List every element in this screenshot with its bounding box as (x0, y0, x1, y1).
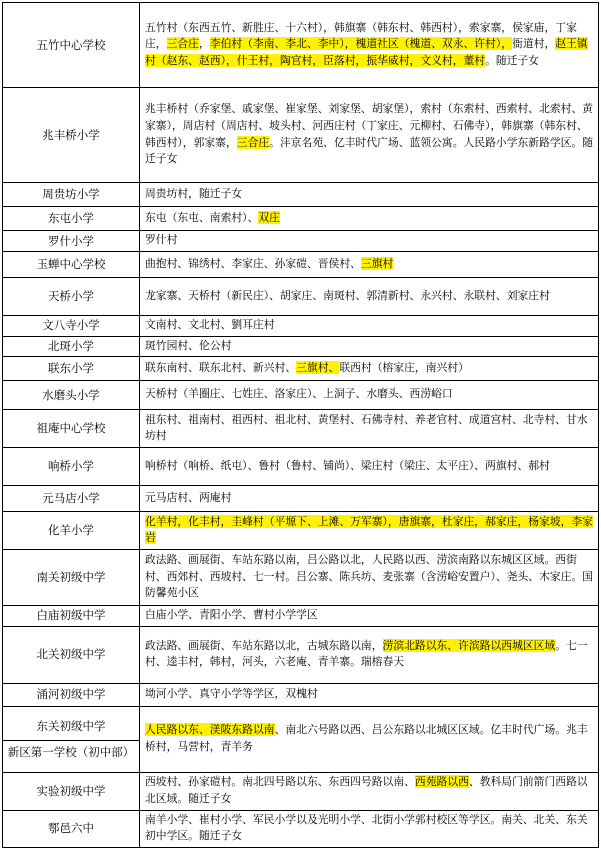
table-row (3, 183, 599, 207)
description-text: 。随迁子女 (485, 53, 540, 67)
description-text: 西坡村、孙家磑村。南北四号路以东、东西四号路以南、 (145, 775, 415, 789)
highlighted-text: 西苑路以西 (414, 775, 469, 789)
school-name: 东关初级中学 (36, 718, 106, 733)
description-text: 响桥村（响桥、纸屯）、鲁村（鲁村、铺尚）、梁庄村（梁庄、太平庄）、两旗村、郝村 (145, 458, 550, 472)
description-text: 天桥村（羊圈庄、七姓庄、洛家庄）、上洞子、水磨头、西涝峪口 (145, 387, 453, 401)
school-name: 实验初级中学 (36, 783, 106, 798)
school-name-cell (3, 336, 140, 357)
table-row (3, 606, 599, 627)
description-text: 南羊小学、崔村小学、军民小学以及光明小学、北街小学郭村校区等学区。南关、北关、东关初中学区。随迁子女 (145, 812, 588, 843)
district-description (140, 278, 599, 316)
table-row (3, 550, 599, 606)
school-name-cell (3, 381, 140, 410)
description-text: 政法路、画展街、车站东路以南，吕公路以北，人民路以西、涝滨南路以东城区区域。西街村、西郊村、西坡村、七一村。吕公寨、陈兵坊、麦张寨（含涝峪安置户）、尧头、木家庄。国防馨苑小区 (145, 553, 594, 600)
highlighted-text: 化羊村，化丰村，圭峰村（平塬下、上滩、万军寨），唐旗寨，杜家庄，郝家庄，杨家坡，李家岩 (145, 514, 594, 545)
school-name: 五竹中心学校 (36, 37, 106, 52)
description-text: 衙道村， (512, 37, 556, 51)
highlighted-text: 三合庄 (236, 135, 270, 149)
highlighted-text: 三旗村、 (296, 360, 340, 374)
table-row (3, 772, 599, 810)
highlighted-text: 赵王镇村（赵东、赵西），什王村，陶官村，臣落村，振华威村，文义村，董村 (145, 37, 588, 67)
district-description (140, 810, 599, 847)
table-row (3, 626, 599, 683)
district-description (140, 381, 599, 410)
description-text: 白庙小学、青阳小学、曹村小学学区 (145, 608, 318, 622)
highlighted-text: 三旗村 (360, 256, 394, 270)
description-text: ， (198, 37, 210, 51)
description-text: 政法路、画展街、车站东路以北，古城东路以南， (145, 638, 383, 652)
description-text: 东屯（东屯、南索村）、 (145, 210, 259, 224)
school-name: 北斑小学 (48, 338, 94, 353)
table-row (3, 3, 599, 88)
table-row (3, 336, 599, 357)
school-name: 文八寺小学 (42, 318, 100, 333)
description-text: 。沣京名苑、亿丰时代广场、蓝领公寓。人民路小学东新路学区。随迁子女 (145, 135, 594, 166)
school-name: 联东小学 (48, 361, 94, 376)
table-row (3, 381, 599, 410)
school-name-cell (3, 606, 140, 627)
school-name-cell (3, 550, 140, 606)
highlighted-text: 涝滨北路以东、许滨路以西城区区域 (382, 638, 556, 652)
school-name: 南关初级中学 (36, 570, 106, 585)
description-text: 兆丰桥村（乔家堡、戚家堡、崔家堡、刘家堡、胡家堡），索村（东索村、西索村、北索村、黄家寨），周店村（周店村、坡头村、河西庄村（丁家庄、元柳村、石佛寺），韩旗寨（韩东村、韩西村），郭家寨， (145, 102, 594, 149)
table-row (3, 88, 599, 183)
district-description (140, 88, 599, 183)
district-description (140, 183, 599, 207)
district-description (140, 252, 599, 278)
school-name: 元马店小学 (42, 491, 100, 506)
school-name: 玉蝉中心学校 (36, 257, 106, 271)
district-description (140, 207, 599, 231)
table-row (3, 316, 599, 337)
school-name-cell (3, 486, 140, 512)
school-name-secondary: 新区第一学校（初中部） (2, 740, 140, 760)
description-text: 祖东村、祖南村、祖西村、祖北村、黄堡村、石佛寺村、养老官村、成道宫村、北寺村、甘水坊村 (145, 412, 588, 443)
description-text: 龙家寨、天桥村（新民庄）、胡家庄、南斑村、郭清新村、永兴村、永联村、刘家庄村 (145, 288, 550, 302)
description-text: 。七一村、逵丰村，韩村，河头，六老庵、青羊寨。瑞榕春天 (145, 638, 588, 669)
description-text: 坳河小学、真守小学等学区，双槐村 (145, 686, 318, 700)
table-row (3, 207, 599, 231)
district-description (140, 706, 599, 772)
table-row (3, 410, 599, 448)
table-row (3, 231, 599, 252)
district-description (140, 336, 599, 357)
school-name-cell (3, 88, 140, 183)
description-text: 罗什村 (145, 233, 178, 247)
district-description (140, 606, 599, 627)
description-text: 、南北六号路以西、吕公东路以北城区区域。亿丰时代广场。兆丰桥村，马营村，青羊务 (145, 723, 588, 753)
school-name-cell (3, 231, 140, 252)
district-description (140, 231, 599, 252)
school-name-cell (3, 772, 140, 810)
school-name-cell (3, 3, 140, 88)
description-text: 联东南村、联东北村、新兴村、 (145, 360, 297, 374)
school-name: 周贵坊小学 (42, 187, 100, 201)
school-name-cell (3, 683, 140, 706)
district-description (140, 486, 599, 512)
school-name: 白庙初级中学 (36, 608, 106, 623)
description-text: 联西村（榕家庄，南兴村） (339, 360, 469, 374)
school-name: 化羊小学 (48, 523, 94, 538)
district-description (140, 3, 599, 88)
school-name-cell (3, 278, 140, 316)
table-row (3, 683, 599, 706)
district-description (140, 357, 599, 381)
school-name: 祖庵中心学校 (36, 421, 106, 436)
school-name-cell (3, 316, 140, 337)
highlighted-text: 人民路以东、渼陂东路以南 (145, 723, 275, 737)
district-description (140, 550, 599, 606)
school-name: 兆丰桥小学 (42, 127, 100, 142)
school-name-cell (3, 626, 140, 683)
table-row (3, 706, 599, 772)
school-name: 涌河初级中学 (36, 687, 106, 702)
table-row (3, 512, 599, 550)
school-name-cell (3, 810, 140, 847)
description-text: 文南村、文北村、劉耳庄村 (145, 318, 275, 331)
school-name-cell (3, 512, 140, 550)
district-description (140, 683, 599, 706)
school-name: 东屯小学 (48, 211, 94, 225)
description-text: 斑竹园村、伦公村 (145, 338, 232, 352)
highlighted-text: 三合庄 (166, 37, 199, 51)
description-text: 五竹村（东西五竹、新胜庄、十六村），韩旗寨（韩东村、韩西村），索家寨，侯家庙，丁家庄， (145, 20, 577, 51)
description-text: 曲抱村、锦绣村、李家庄、孙家磑、晋侯村、 (145, 256, 361, 270)
table-row (3, 252, 599, 278)
school-name-cell (3, 410, 140, 448)
school-district-table (2, 2, 599, 848)
district-description (140, 626, 599, 683)
school-name-cell (3, 183, 140, 207)
table-row (3, 810, 599, 847)
description-text: 元马店村、两庵村 (145, 490, 232, 504)
district-description (140, 448, 599, 486)
description-text: 周贵坊村，随迁子女 (145, 186, 243, 200)
highlighted-text: 李伯村（李南、李北、李中），槐道社区（槐道、双永、许村）， (209, 37, 513, 51)
school-name-cell (3, 706, 140, 772)
school-name-cell (3, 448, 140, 486)
district-description (140, 772, 599, 810)
school-name: 水磨头小学 (42, 387, 100, 402)
table-row (3, 448, 599, 486)
table-row (3, 278, 599, 316)
school-name: 响桥小学 (48, 459, 94, 474)
highlighted-text: 双庄 (258, 210, 280, 224)
district-description (140, 512, 599, 550)
school-name: 天桥小学 (48, 289, 94, 303)
school-name: 鄠邑六中 (48, 821, 94, 836)
school-name-cell (3, 252, 140, 278)
school-name-cell (3, 357, 140, 381)
description-text: 、教科局门前箭门西路以北区域。随迁子女 (145, 775, 588, 805)
school-name-cell (3, 207, 140, 231)
district-description (140, 316, 599, 337)
district-description (140, 410, 599, 448)
school-name: 北关初级中学 (36, 647, 106, 662)
school-name: 罗什小学 (48, 233, 94, 248)
table-row (3, 486, 599, 512)
table-row (3, 357, 599, 381)
